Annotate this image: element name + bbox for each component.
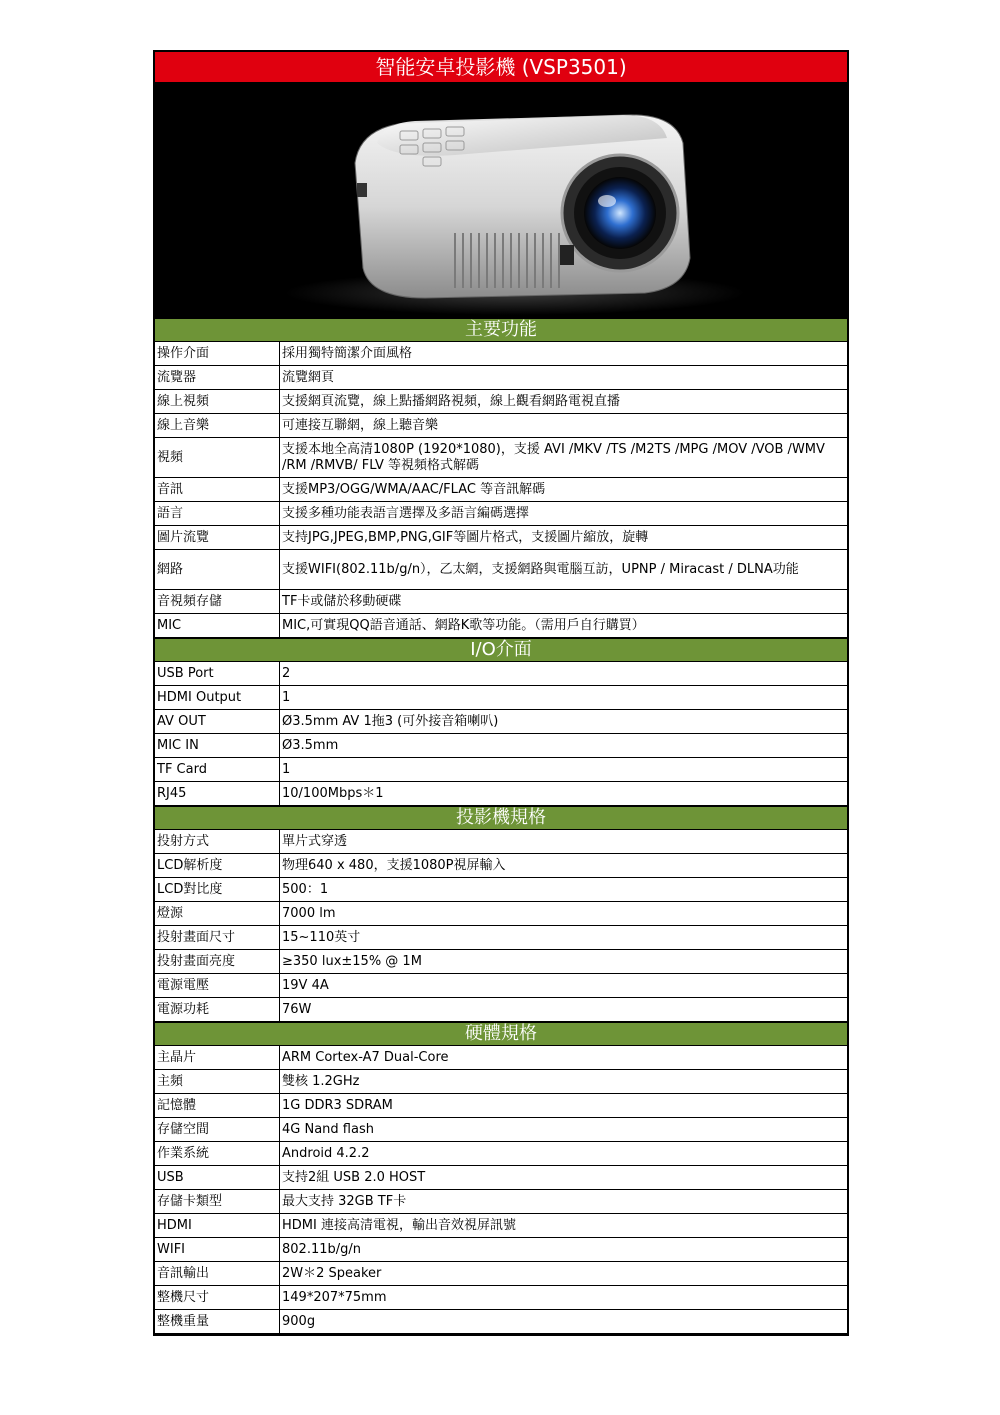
- table-row: [155, 590, 847, 614]
- spec-value: 支持JPG,JPEG,BMP,PNG,GIF等圖片格式，支援圖片縮放，旋轉: [280, 526, 848, 550]
- table-row: [155, 782, 847, 806]
- spec-label: MIC: [155, 614, 280, 638]
- spec-label: RJ45: [155, 782, 280, 806]
- spec-value: 支援網頁流覽，線上點播網路視頻，線上觀看網路電視直播: [280, 390, 848, 414]
- spec-value: 2W＊2 Speaker: [280, 1262, 848, 1286]
- spec-label: 燈源: [155, 902, 280, 926]
- table-row: [155, 686, 847, 710]
- table-row: [155, 734, 847, 758]
- table-row: [155, 478, 847, 502]
- spec-label: 音訊輸出: [155, 1262, 280, 1286]
- table-row: [155, 902, 847, 926]
- spec-label: 存儲卡類型: [155, 1190, 280, 1214]
- spec-value: MIC,可實現QQ語音通話、網路K歌等功能。（需用戶自行購買）: [280, 614, 848, 638]
- spec-value: 802.11b/g/n: [280, 1238, 848, 1262]
- spec-value: 支持2組 USB 2.0 HOST: [280, 1166, 848, 1190]
- spec-value: 1G DDR3 SDRAM: [280, 1094, 848, 1118]
- spec-value: 支援多種功能表語言選擇及多語言編碼選擇: [280, 502, 848, 526]
- table-row: [155, 1142, 847, 1166]
- spec-label: 電源電壓: [155, 974, 280, 998]
- spec-label: TF Card: [155, 758, 280, 782]
- section-heading-main-functions: 主要功能: [155, 318, 847, 342]
- spec-label: 記憶體: [155, 1094, 280, 1118]
- table-row: [155, 950, 847, 974]
- table-row: [155, 974, 847, 998]
- spec-label: 視頻: [155, 438, 280, 478]
- spec-label: 存儲空間: [155, 1118, 280, 1142]
- spec-value: 1: [280, 758, 848, 782]
- table-row: [155, 854, 847, 878]
- section-heading-hardware-spec: 硬體規格: [155, 1022, 847, 1046]
- spec-value: ARM Cortex-A7 Dual-Core: [280, 1046, 848, 1070]
- table-row: [155, 998, 847, 1022]
- projector-illustration: [155, 83, 847, 317]
- table-row: [155, 662, 847, 686]
- table-row: [155, 710, 847, 734]
- projector-photo: [155, 83, 847, 318]
- spec-value: 10/100Mbps＊1: [280, 782, 848, 806]
- table-row: [155, 1094, 847, 1118]
- table-row: [155, 342, 847, 366]
- spec-value: 7000 lm: [280, 902, 848, 926]
- spec-label: 電源功耗: [155, 998, 280, 1022]
- table-row: [155, 550, 847, 590]
- spec-value: 支援MP3/OGG/WMA/AAC/FLAC 等音訊解碼: [280, 478, 848, 502]
- spec-label: 投射畫面亮度: [155, 950, 280, 974]
- spec-value: 19V 4A: [280, 974, 848, 998]
- io-table: [155, 662, 847, 806]
- spec-label: 圖片流覽: [155, 526, 280, 550]
- spec-value: 最大支持 32GB TF卡: [280, 1190, 848, 1214]
- spec-label: 作業系統: [155, 1142, 280, 1166]
- spec-label: 主頻: [155, 1070, 280, 1094]
- table-row: [155, 366, 847, 390]
- table-row: [155, 1238, 847, 1262]
- spec-label: 操作介面: [155, 342, 280, 366]
- spec-label: 流覽器: [155, 366, 280, 390]
- section-heading-io: I/O介面: [155, 638, 847, 662]
- spec-label: HDMI Output: [155, 686, 280, 710]
- spec-value: Ø3.5mm AV 1拖3 (可外接音箱喇叭): [280, 710, 848, 734]
- spec-label: 投射方式: [155, 830, 280, 854]
- table-row: [155, 1070, 847, 1094]
- spec-value: ≥350 lux±15% @ 1M: [280, 950, 848, 974]
- spec-label: 線上視頻: [155, 390, 280, 414]
- spec-label: 語言: [155, 502, 280, 526]
- spec-sheet: [153, 50, 849, 1336]
- table-row: [155, 1214, 847, 1238]
- spec-value: 採用獨特簡潔介面風格: [280, 342, 848, 366]
- spec-label: 網路: [155, 550, 280, 590]
- table-row: [155, 1286, 847, 1310]
- table-row: [155, 390, 847, 414]
- table-row: [155, 1046, 847, 1070]
- spec-label: 主晶片: [155, 1046, 280, 1070]
- table-row: [155, 1262, 847, 1286]
- table-row: [155, 502, 847, 526]
- spec-label: 音視頻存儲: [155, 590, 280, 614]
- spec-value: TF卡或儲於移動硬碟: [280, 590, 848, 614]
- spec-label: USB Port: [155, 662, 280, 686]
- spec-value: 500：1: [280, 878, 848, 902]
- spec-value: Ø3.5mm: [280, 734, 848, 758]
- spec-value: 2: [280, 662, 848, 686]
- table-row: [155, 830, 847, 854]
- projector-spec-table: [155, 830, 847, 1022]
- spec-value: 可連接互聯網，線上聽音樂: [280, 414, 848, 438]
- spec-label: WIFI: [155, 1238, 280, 1262]
- spec-value: 4G Nand flash: [280, 1118, 848, 1142]
- section-heading-projector-spec: 投影機規格: [155, 806, 847, 830]
- spec-label: 整機重量: [155, 1310, 280, 1334]
- spec-value: 76W: [280, 998, 848, 1022]
- spec-label: 音訊: [155, 478, 280, 502]
- spec-value: 雙核 1.2GHz: [280, 1070, 848, 1094]
- spec-label: HDMI: [155, 1214, 280, 1238]
- spec-value: 單片式穿透: [280, 830, 848, 854]
- table-row: [155, 438, 847, 478]
- spec-value: Android 4.2.2: [280, 1142, 848, 1166]
- table-row: [155, 926, 847, 950]
- hardware-spec-table: [155, 1046, 847, 1334]
- spec-label: AV OUT: [155, 710, 280, 734]
- spec-value: 15~110英寸: [280, 926, 848, 950]
- page-title: 智能安卓投影機 (VSP3501): [155, 52, 847, 83]
- table-row: [155, 758, 847, 782]
- spec-value: 149*207*75mm: [280, 1286, 848, 1310]
- table-row: [155, 1310, 847, 1334]
- table-row: [155, 526, 847, 550]
- spec-label: 投射畫面尺寸: [155, 926, 280, 950]
- spec-label: LCD對比度: [155, 878, 280, 902]
- table-row: [155, 614, 847, 638]
- spec-label: MIC IN: [155, 734, 280, 758]
- spec-label: 整機尺寸: [155, 1286, 280, 1310]
- spec-value: 900g: [280, 1310, 848, 1334]
- spec-value: 支援WIFI(802.11b/g/n），乙太網，支援網路與電腦互訪，UPNP / Miracast / DLNA功能: [280, 550, 848, 590]
- table-row: [155, 1118, 847, 1142]
- table-row: [155, 878, 847, 902]
- table-row: [155, 1166, 847, 1190]
- spec-value: 1: [280, 686, 848, 710]
- spec-label: 線上音樂: [155, 414, 280, 438]
- main-functions-table: [155, 342, 847, 638]
- spec-value: 物理640 x 480，支援1080P視屏輸入: [280, 854, 848, 878]
- table-row: [155, 1190, 847, 1214]
- spec-value: 支援本地全高清1080P (1920*1080)，支援 AVI /MKV /TS /M2TS /MPG /MOV /VOB /WMV /RM /RMVB/ FLV 等視頻格式解碼: [280, 438, 848, 478]
- spec-value: HDMI 連接高清電視，輸出音效視屏訊號: [280, 1214, 848, 1238]
- table-row: [155, 414, 847, 438]
- spec-label: USB: [155, 1166, 280, 1190]
- spec-value: 流覽網頁: [280, 366, 848, 390]
- spec-label: LCD解析度: [155, 854, 280, 878]
